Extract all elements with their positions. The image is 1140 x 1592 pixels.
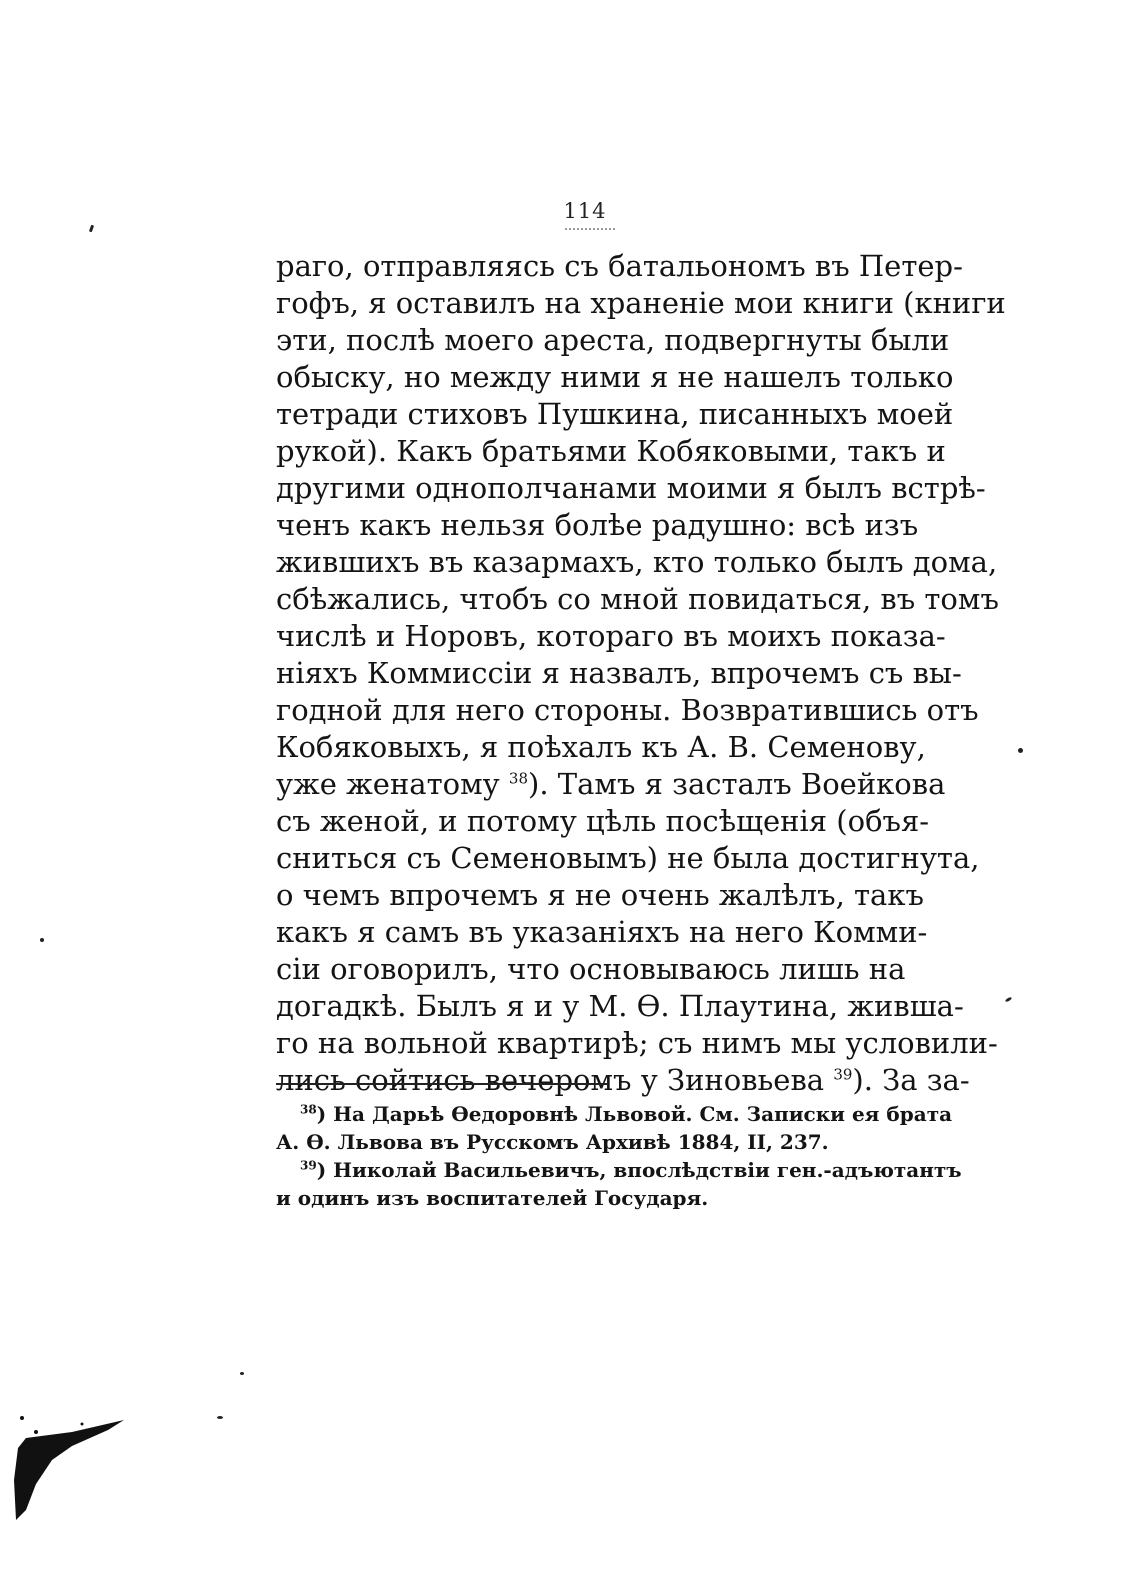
- footnote-divider: [276, 1083, 608, 1085]
- text-line: гофъ, я оставилъ на храненіе мои книги (книги: [276, 286, 1006, 320]
- text-line: сбѣжались, чтобъ со мной повидаться, въ томъ: [276, 582, 999, 616]
- text-line: догадкѣ. Былъ я и у М. Ѳ. Плаутина, живша-: [276, 989, 964, 1023]
- footnote-mark: 39: [300, 1158, 317, 1173]
- footnote-text: ) Николай Васильевичъ, впослѣдствіи ген.-адъютантъ: [316, 1158, 962, 1182]
- text-line-with-ref: [276, 1062, 970, 1099]
- text-line: числѣ и Норовъ, котораго въ моихъ показа-: [276, 619, 946, 653]
- scan-speck: [240, 1372, 244, 1375]
- text-line: о чемъ впрочемъ я не очень жалѣлъ, такъ: [276, 878, 924, 912]
- text-fragment: лись сойтись вечеромъ у Зиновьева: [276, 1063, 825, 1097]
- footnote-39-line: [276, 1156, 962, 1184]
- text-line: годной для него стороны. Возвратившись отъ: [276, 693, 979, 727]
- text-line: какъ я самъ въ указаніяхъ на него Комми-: [276, 915, 928, 949]
- scan-edge-artifact: [12, 1410, 132, 1530]
- scan-speck: [1018, 748, 1023, 753]
- text-line: ніяхъ Коммиссіи я назвалъ, впрочемъ съ вы-: [276, 656, 962, 690]
- footnote-39-continuation: и одинъ изъ воспитателей Государя.: [276, 1186, 709, 1210]
- text-line: раго, отправляясь съ батальономъ въ Петер-: [276, 249, 963, 283]
- scan-speck: [217, 1416, 223, 1419]
- text-line: рукой). Какъ братьями Кобяковыми, такъ и: [276, 434, 946, 468]
- scan-speck: [1005, 996, 1013, 1002]
- text-line: обыску, но между ними я не нашелъ только: [276, 360, 954, 394]
- text-fragment: ). За за-: [852, 1063, 970, 1097]
- footnote-38-continuation: А. Ѳ. Львова въ Русскомъ Архивѣ 1884, II, 237.: [276, 1130, 829, 1154]
- footnote-38-line: [276, 1100, 953, 1128]
- text-line: съ женой, и потому цѣль посѣщенія (объя-: [276, 804, 930, 838]
- page-number-ornament: [565, 228, 615, 230]
- text-line: тетради стиховъ Пушкина, писанныхъ моей: [276, 397, 954, 431]
- footnote-text: ) На Дарьѣ Ѳедоровнѣ Львовой. См. Записки ея брата: [316, 1102, 953, 1126]
- text-line: Кобяковыхъ, я поѣхалъ къ А. В. Семенову,: [276, 730, 926, 764]
- text-line-with-ref: [276, 766, 946, 803]
- text-line: жившихъ въ казармахъ, кто только былъ дома,: [276, 545, 998, 579]
- text-line: го на вольной квартирѣ; съ нимъ мы условили-: [276, 1026, 998, 1060]
- text-line: эти, послѣ моего ареста, подвергнуты были: [276, 323, 950, 357]
- text-line: сіи оговорилъ, что основываюсь лишь на: [276, 952, 906, 986]
- footnotes: [276, 1100, 962, 1212]
- text-line: сниться съ Семеновымъ) не была достигнута,: [276, 841, 980, 875]
- text-line: другими однополчанами моими я былъ встрѣ-: [276, 471, 986, 505]
- main-text: [276, 248, 1006, 1099]
- text-fragment: ). Тамъ я засталъ Воейкова: [528, 767, 946, 801]
- text-fragment: уже женатому: [276, 767, 500, 801]
- footnote-ref-38[interactable]: 38: [508, 769, 529, 788]
- footnote-mark: 38: [300, 1102, 317, 1117]
- scan-speck: [89, 225, 94, 233]
- scan-speck: [40, 938, 44, 942]
- page-number: 114: [563, 199, 607, 223]
- footnote-ref-39[interactable]: 39: [833, 1065, 853, 1084]
- text-line: ченъ какъ нельзя болѣе радушно: всѣ изъ: [276, 508, 919, 542]
